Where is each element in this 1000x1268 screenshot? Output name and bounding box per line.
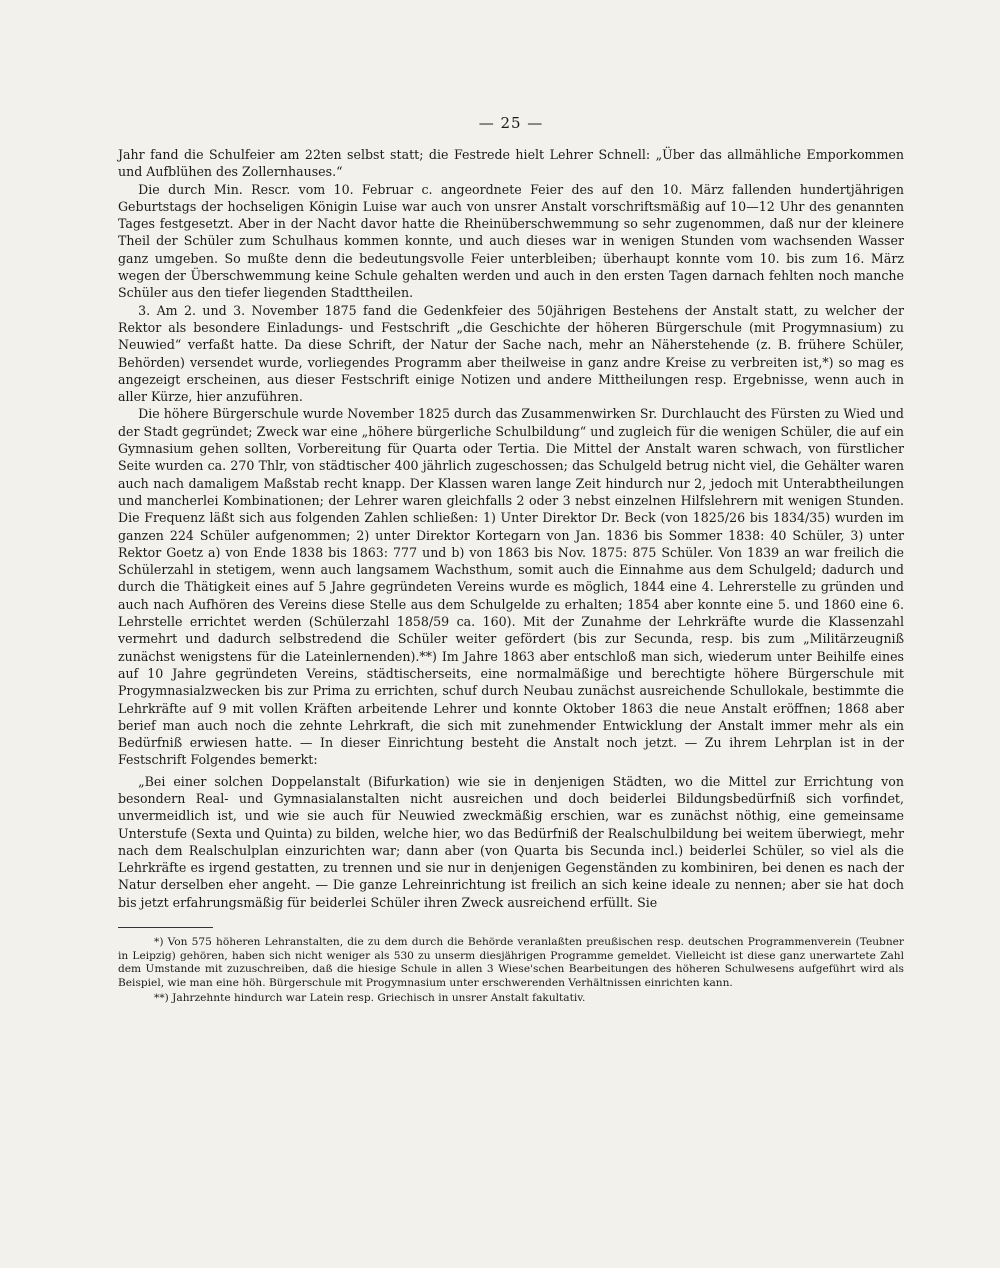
footnote-1: *) Von 575 höheren Lehranstalten, die zu dem durch die Behörde veranlaßten preußischen resp. deutschen Programmenverein (Teubner in Leipzig) gehören, haben sich nicht weniger als 530 zu unserm diesjährigen Programme gemeldet. Vielleicht ist diese ganz unerwartete Zahl dem Umstande mit zuzuschreiben, daß die hiesige Schule in allen 3 Wiese'schen Bearbeitungen des höheren Schulwesens aufgeführt wird als Beispiel, wie man eine höh. Bürgerschule mit Progymnasium unter erschwerenden Verhältnissen einrichten kann.: [118, 936, 904, 989]
paragraph-5-quote: „Bei einer solchen Doppelanstalt (Bifurkation) wie sie in denjenigen Städten, wo die Mittel zur Errichtung von besondern Real- und Gymnasialanstalten nicht ausreichen und doch beiderlei Bildungsbedürfniß sich vorfindet, unvermeidlich ist, und wie sie auch für Neuwied zweckmäßig erschien, war es zunächst nöthig, eine gemeinsame Unterstufe (Sexta und Quinta) zu bilden, welche hier, wo das Bedürfniß der Realschulbildung bei weitem überwiegt, mehr nach dem Realschulplan einzurichten war; dann aber (von Quarta bis Secunda incl.) beiderlei Schüler, so viel als die Lehrkräfte es irgend gestatten, zu trennen und sie nur in denjenigen Gegenständen zu kombiniren, bei denen es nach der Natur derselben eher angeht. — Die ganze Lehreinrichtung ist freilich an sich keine ideale zu nennen; aber sie hat doch bis jetzt erfahrungsmäßig für beiderlei Schüler ihren Zweck ausreichend erfüllt. Sie: [118, 773, 904, 910]
footnote-2: **) Jahrzehnte hindurch war Latein resp. Griechisch in unsrer Anstalt fakultativ.: [154, 992, 586, 1005]
paragraph-3: 3. Am 2. und 3. November 1875 fand die Gedenkfeier des 50jährigen Bestehens der Anstalt statt, zu welcher der Rektor als besondere Einladungs- und Festschrift „die Geschichte der höheren Bürgerschule (mit Progymnasium) zu Neuwied“ verfaßt hatte. Da diese Schrift, der Natur der Sache nach, mehr an Näherstehende (z. B. frühere Schüler, Behörden) versendet wurde, vorliegendes Programm aber theilweise in ganz andre Kreise zu verbreiten ist,*) so mag es angezeigt erscheinen, aus dieser Festschrift einige Notizen und andere Mittheilungen resp. Ergebnisse, wenn auch in aller Kürze, hier anzuführen.: [118, 302, 904, 405]
page-number: — 25 —: [478, 114, 544, 132]
footnotes: [118, 936, 904, 1006]
paragraph-1: Jahr fand die Schulfeier am 22ten selbst statt; die Festrede hielt Lehrer Schnell: „Über das allmähliche Emporkommen und Aufblühen des Zollernhauses.“: [118, 147, 904, 180]
body-text: [118, 146, 904, 911]
footnote-rule: [118, 927, 213, 928]
paragraph-4: Die höhere Bürgerschule wurde November 1825 durch das Zusammenwirken Sr. Durchlaucht des Fürsten zu Wied und der Stadt gegründet; Zweck war eine „höhere bürgerliche Schulbildung“ und zugleich für die wenigen Schüler, die auf ein Gymnasium gehen sollten, Vorbereitung für Quarta oder Tertia. Die Mittel der Anstalt waren schwach, von fürstlicher Seite wurden ca. 270 Thlr, von städtischer 400 jährlich zugeschossen; das Schulgeld betrug nicht viel, die Gehälter waren auch nach damaligem Maßstab recht knapp. Der Klassen waren lange Zeit hindurch nur 2, jedoch mit Unterabtheilungen und mancherlei Kombinationen; der Lehrer waren gleichfalls 2 oder 3 nebst einzelnen Hilfslehrern mit wenigen Stunden. Die Frequenz läßt sich aus folgenden Zahlen schließen: 1) Unter Direktor Dr. Beck (von 1825/26 bis 1834/35) wurden im ganzen 224 Schüler aufgenommen; 2) unter Direktor Kortegarn von Jan. 1836 bis Sommer 1838: 40 Schüler, 3) unter Rektor Goetz a) von Ende 1838 bis 1863: 777 und b) von 1863 bis Nov. 1875: 875 Schüler. Von 1839 an war freilich die Schülerzahl in stetigem, wenn auch langsamem Wachsthum, somit auch die Einnahme aus dem Schulgeld; dadurch und durch die Thätigkeit eines auf 5 Jahre gegründeten Vereins wurde es möglich, 1844 eine 4. Lehrerstelle zu gründen und auch nach Aufhören des Vereins diese Stelle aus dem Schulgelde zu erhalten; 1854 aber konnte eine 5. und 1860 eine 6. Lehrstelle errichtet werden (Schülerzahl 1858/59 ca. 160). Mit der Zunahme der Lehrkräfte wurde die Klassenzahl vermehrt und dadurch selbstredend die Schüler weiter gefördert (bis zur Secunda, resp. bis zum „Militärzeugniß zunächst wenigstens für die Lateinlernenden).**) Im Jahre 1863 aber entschloß man sich, wiederum unter Beihilfe eines auf 10 Jahre gegründeten Vereins, städtischerseits, eine normalmäßige und berechtigte höhere Bürgerschule mit Progymnasialzwecken bis zur Prima zu errichten, schuf durch Neubau zunächst ausreichende Schullokale, bestimmte die Lehrkräfte auf 9 mit vollen Kräften arbeitende Lehrer und konnte Oktober 1863 die neue Anstalt eröffnen; 1868 aber berief man auch noch die zehnte Lehrkraft, die sich mit zunehmender Entwicklung der Anstalt immer mehr als ein Bedürfniß erwiesen hatte. — In dieser Einrichtung besteht die Anstalt noch jetzt. — Zu ihrem Lehrplan ist in der Festschrift Folgendes bemerkt:: [118, 406, 904, 768]
paragraph-2: Die durch Min. Rescr. vom 10. Februar c. angeordnete Feier des auf den 10. März fallenden hundertjährigen Geburtstags der hochseligen Königin Luise war auch von unsrer Anstalt vorschriftsmäßig auf 10—12 Uhr des genannten Tages festgesetzt. Aber in der Nacht davor hatte die Rheinüberschwemmung so sehr zugenommen, daß nur der kleinere Theil der Schüler zum Schulhaus kommen konnte, und auch dieses war in wenigen Stunden vom wachsenden Wasser ganz umgeben. So mußte denn die bedeutungsvolle Feier unterbleiben; überhaupt konnte vom 10. bis zum 16. März wegen der Überschwemmung keine Schule gehalten werden und auch in den ersten Tagen darnach fehlten noch manche Schüler aus den tiefer liegenden Stadttheilen.: [118, 181, 904, 301]
